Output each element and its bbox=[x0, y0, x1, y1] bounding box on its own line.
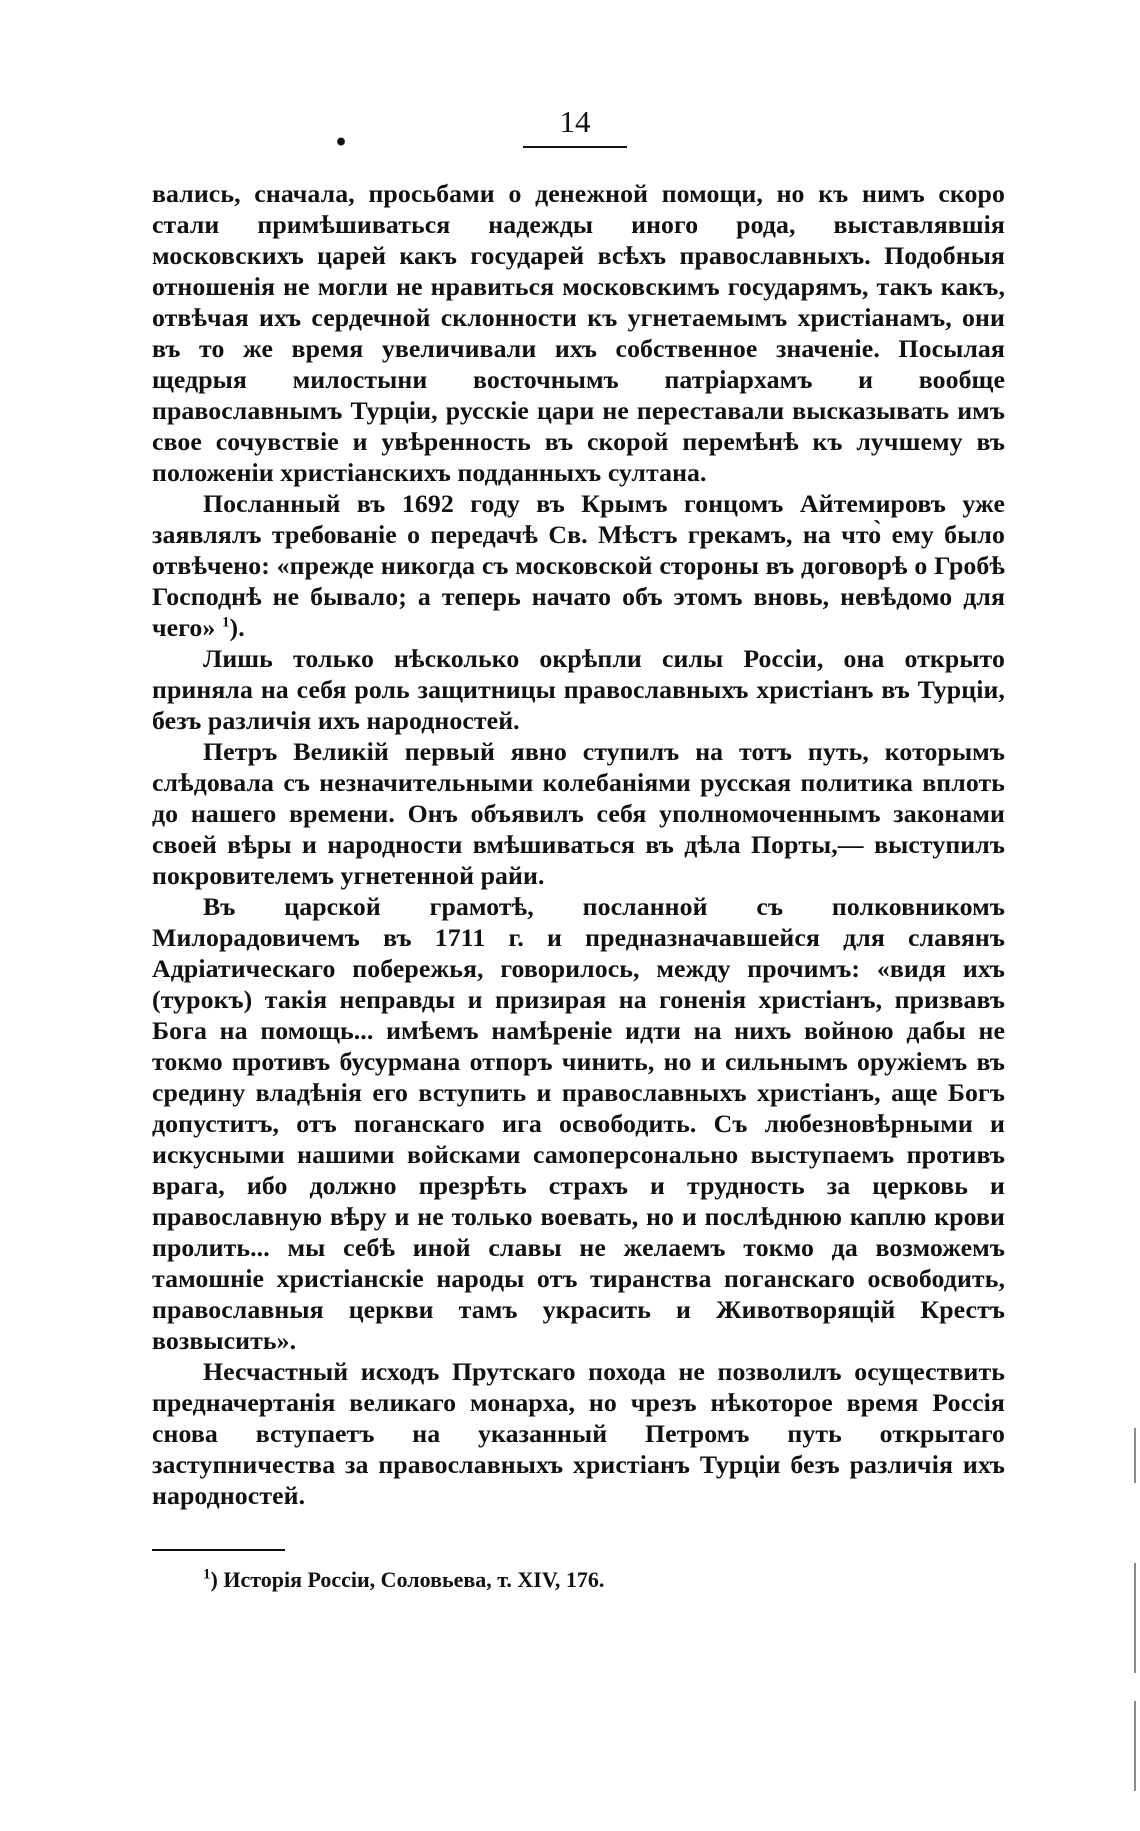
footnote-text: ) Исторія Россіи, Соловьева, т. XIV, 176. bbox=[210, 1567, 605, 1592]
page-number: 14 bbox=[559, 104, 591, 139]
header-rule bbox=[523, 146, 627, 148]
paragraph-4: Петръ Великій первый явно ступилъ на тотъ путь, которымъ слѣдовала съ незначительными колебаніями русская политика вплоть до нашего времени. Онъ объявилъ себя уполномоченнымъ законами своей вѣры и народности вмѣшиваться въ дѣла Порты,— выступилъ покровителемъ угнетенной райи. bbox=[152, 737, 1005, 890]
paragraph-5: Въ царской грамотѣ, посланной съ полковникомъ Милорадовичемъ въ 1711 г. и предназначавшейся для славянъ Адріатическаго побережья, говорилось, между прочимъ: «видя ихъ (турокъ) такія неправды и призирая на гоненія христіанъ, призвавъ Бога на помощь... имѣемъ намѣреніе идти на нихъ войною дабы не токмо противъ бусурмана отпоръ чинить, но и сильнымъ оружіемъ въ средину владѣнія его вступить и православныхъ христіанъ, аще Богъ допуститъ, отъ поганскаго ига освободить. Съ любезновѣрными и искусными нашими войсками самоперсонально выступаемъ противъ врага, ибо должно презрѣть страхъ и трудность за церковь и православную вѣру и не только воевать, но и послѣднюю каплю крови пролить... мы себѣ иной славы не желаемъ токмо да возможемъ тамошніе христіанскіе народы отъ тиранства поганскаго освободить, православныя церкви тамъ украсить и Животворящій Крестъ возвысить». bbox=[152, 892, 1005, 1355]
paragraph-3: Лишь только нѣсколько окрѣпли силы Россіи, она открыто приняла на себя роль защитницы православныхъ христіанъ въ Турціи, безъ различія ихъ народностей. bbox=[152, 644, 1005, 735]
header-dot: • bbox=[334, 130, 349, 156]
scan-edge-mark bbox=[1134, 1428, 1136, 1483]
paragraph-2 bbox=[152, 488, 1005, 643]
paragraph-2-text: Посланный въ 1692 году въ Крымъ гонцомъ Айтемировъ уже заявлялъ требованіе о передачѣ Св. Мѣстъ грекамъ, на что̀ ему было отвѣчено: «прежде никогда съ московской стороны въ договорѣ о Гробѣ Господнѣ не бывало; а теперь начато объ этомъ вновь, невѣдомо для чего» bbox=[152, 489, 1005, 642]
footnote bbox=[203, 1565, 604, 1595]
paragraph-1: вались, сначала, просьбами о денежной помощи, но къ нимъ скоро стали примѣшиваться надежды иного рода, выставлявшія московскихъ царей какъ государей всѣхъ православныхъ. Подобныя отношенія не могли не нравиться московскимъ государямъ, такъ какъ, отвѣчая ихъ сердечной склонности къ угнетаемымъ христіанамъ, они въ то же время увеличивали ихъ собственное значеніе. Посылая щедрыя милостыни восточнымъ патріархамъ и вообще православнымъ Турціи, русскіе цари не переставали высказывать имъ свое сочувствіе и увѣренность въ скорой перемѣнѣ къ лучшему въ положеніи христіанскихъ подданныхъ султана. bbox=[152, 179, 1005, 487]
scan-edge-mark bbox=[1134, 1701, 1136, 1791]
scan-edge-mark bbox=[1134, 1563, 1136, 1673]
body-text bbox=[152, 178, 1005, 1511]
paragraph-6: Несчастный исходъ Прутскаго похода не позволилъ осуществить предначертанія великаго монарха, но чрезъ нѣкоторое время Россія снова вступаетъ на указанный Петромъ путь открытаго заступничества за православныхъ христіанъ Турціи безъ различія ихъ народностей. bbox=[152, 1357, 1005, 1510]
footnote-reference-close: ). bbox=[229, 613, 245, 642]
footnote-reference-mark: 1 bbox=[221, 614, 230, 631]
footnote-rule bbox=[152, 1549, 285, 1551]
footnote-mark: 1 bbox=[203, 1566, 211, 1583]
page-header bbox=[0, 104, 1140, 154]
